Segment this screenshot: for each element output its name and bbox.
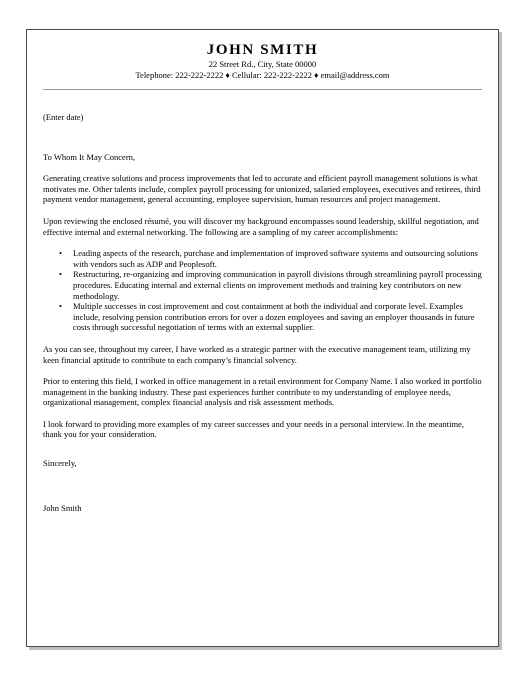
sender-name: JOHN SMITH — [206, 42, 319, 58]
letter-closing: Sincerely, — [43, 458, 77, 469]
letter-signature: John Smith — [43, 502, 82, 513]
letterhead — [27, 42, 498, 81]
list-item — [59, 248, 483, 269]
paragraph-closing: I look forward to providing more examples of my career successes and your needs in a personal interview. In the meantime, thank you for your consideration. — [43, 418, 465, 440]
bullet-icon: • — [59, 269, 62, 280]
header-divider — [43, 89, 482, 90]
list-item-text: Restructuring, re-organizing and improving communication in payroll divisions through streamlining payroll processing procedures. Educating internal and external clients on improvement methods and training key contributors on new methodology. — [73, 269, 482, 301]
accomplishments-list — [43, 248, 483, 333]
list-item-text: Multiple successes in cost improvement and cost containment at both the individual and corporate level. Examples include, resolving pension contribution errors for over a dozen employees and saving an employer thousands in future costs through successful negotiation of terms with an external supplier. — [73, 301, 475, 333]
list-item — [59, 269, 483, 301]
letter-page — [26, 29, 499, 647]
letter-date: (Enter date) — [43, 112, 84, 122]
bullet-icon: • — [59, 301, 62, 312]
paragraph-experience: Prior to entering this field, I worked in office management in a retail environment for Company Name. I also worked in portfolio management in the banking industry. These past experiences further contribute to my understanding of employee needs, organizational management, complex financial analysis and risk assessment methods. — [43, 376, 482, 408]
letter-salutation: To Whom It May Concern, — [43, 151, 136, 162]
bullet-icon: • — [59, 248, 62, 259]
list-item — [59, 301, 483, 333]
paragraph-background: Upon reviewing the enclosed résumé, you will discover my background encompasses sound leadership, skillful negotiation, and effective internal and external networking. The following are a sampling of my career accomplishments: — [43, 215, 479, 237]
paragraph-intro: Generating creative solutions and process improvements that led to accurate and efficient payroll management solutions is what motivates me. Other talents include, complex payroll processing for unionized, salaried employees, executives and retirees, third payment vendor management, general accounting, employee supervision, human resources and project management. — [43, 173, 481, 205]
letter-body — [43, 112, 483, 513]
paragraph-partnership: As you can see, throughout my career, I have worked as a strategic partner with the executive management team, utilizing my keen financial aptitude to contribute to each company’s financial solvency. — [43, 343, 471, 365]
list-item-text: Leading aspects of the research, purchase and implementation of improved software systems and outsourcing solutions with vendors such as ADP and Peoplesoft. — [73, 248, 478, 269]
sender-address: 22 Street Rd., City, State 00000 — [208, 59, 317, 69]
sender-contact: Telephone: 222-222-2222 ♦ Cellular: 222-222-2222 ♦ email@address.com — [135, 70, 390, 80]
